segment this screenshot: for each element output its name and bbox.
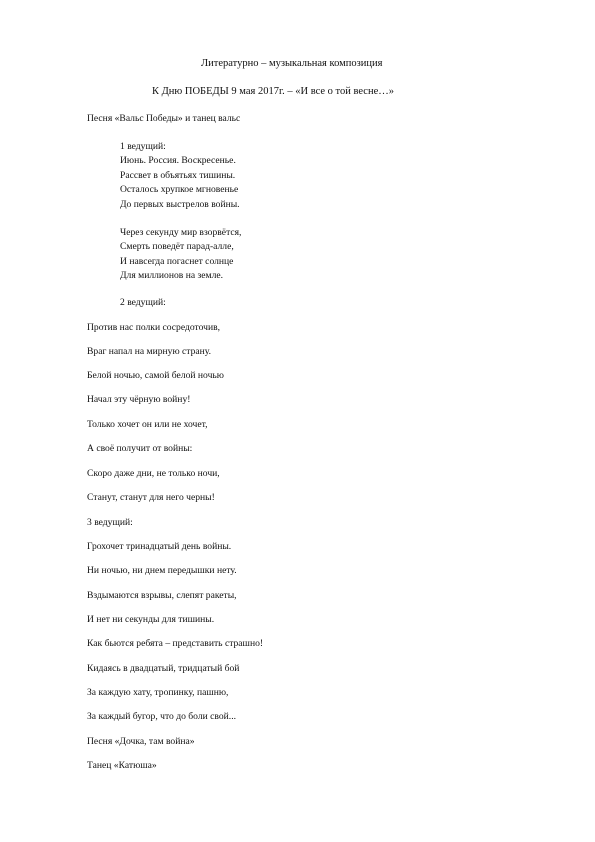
poem-line: Только хочет он или не хочет, [87,419,208,430]
poem-line: За каждую хату, тропинку, пашню, [87,687,229,698]
poem-line: Для миллионов на земле. [120,270,224,281]
poem-line: Ни ночью, ни днем передышки нету. [87,565,237,576]
poem-line: Грохочет тринадцатый день войны. [87,541,232,552]
poem-line: Враг напал на мирную страну. [87,346,211,357]
host2-label: 2 ведущий: [120,297,166,308]
poem-line: И нет ни секунды для тишины. [87,614,215,625]
poem-line: Начал эту чёрную войну! [87,394,191,405]
poem-line: Скоро даже дни, не только ночи, [87,468,220,479]
document-title: Литературно – музыкальная композиция [201,58,383,69]
poem-line: Станут, станут для него черны! [87,492,215,503]
poem-line: За каждый бугор, что до боли свой... [87,711,237,722]
poem-line: Рассвет в объятьях тишины. [120,170,236,181]
poem-line: Смерть поведёт парад-алле, [120,241,234,252]
document-subtitle: К Дню ПОБЕДЫ 9 мая 2017г. – «И все о той весне…» [152,86,394,97]
song-daughter: Песня «Дочка, там война» [87,736,195,747]
poem-line: Как бьются ребята – представить страшно! [87,638,264,649]
song-waltz: Песня «Вальс Победы» и танец вальс [87,113,241,124]
host3-label: 3 ведущий: [87,517,133,528]
poem-line: Вздымаются взрывы, слепят ракеты, [87,590,237,601]
poem-line: Через секунду мир взорвётся, [120,227,242,238]
poem-line: Июнь. Россия. Воскресенье. [120,155,236,166]
poem-line: А своё получит от войны: [87,443,193,454]
poem-line: Кидаясь в двадцатый, тридцатый бой [87,663,240,674]
host1-label: 1 ведущий: [120,141,166,152]
poem-line: Осталось хрупкое мгновенье [120,184,239,195]
dance-katyusha: Танец «Катюша» [87,760,157,771]
poem-line: И навсегда погаснет солнце [120,256,234,267]
poem-line: До первых выстрелов войны. [120,199,240,210]
poem-line: Белой ночью, самой белой ночью [87,370,224,381]
poem-line: Против нас полки сосредоточив, [87,322,221,333]
